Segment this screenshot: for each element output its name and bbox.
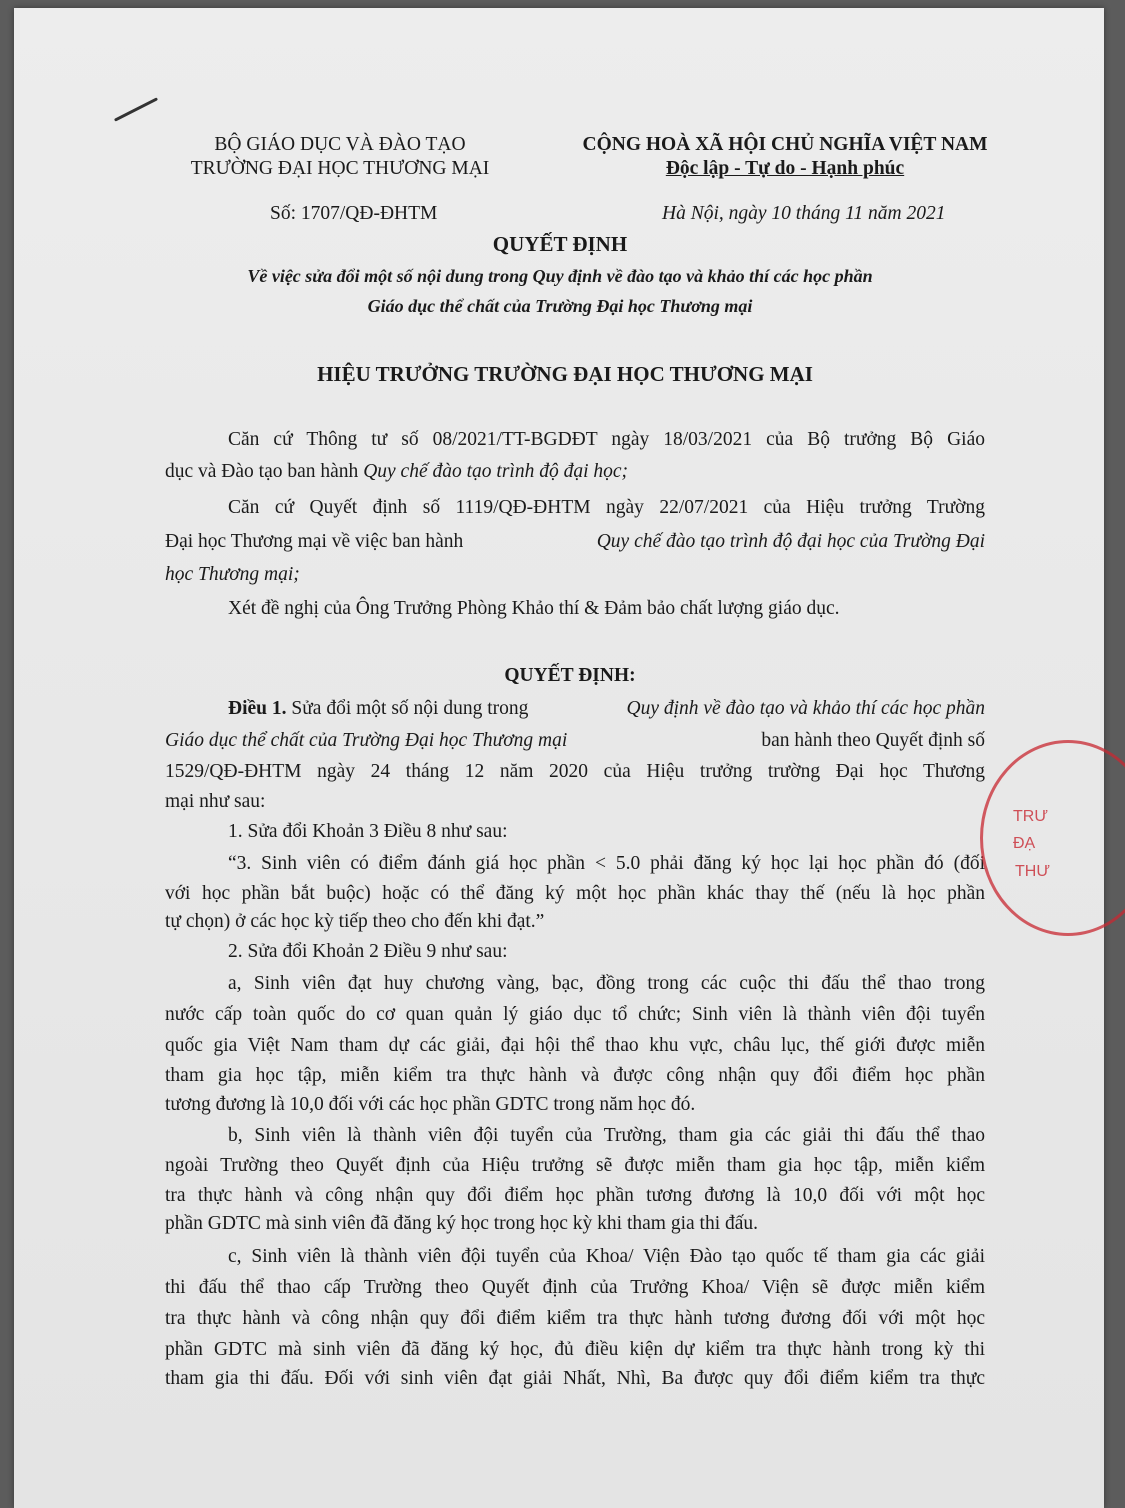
document-number: Số: 1707/QĐ-ĐHTM [270,203,438,224]
clause-b-line-3: tra thực hành và công nhận quy đổi điểm học phần tương đương là 10,0 đối với một học [165,1185,985,1206]
clause-b-line-1: b, Sinh viên là thành viên đội tuyển của Trường, tham gia các giải thi đấu thể thao [228,1125,985,1146]
article-1-line-1: Điều 1. Sửa đổi một số nội dung trong Quy định về đào tạo và khảo thí các học phần [228,698,985,719]
national-motto: Độc lập - Tự do - Hạnh phúc [665,158,905,179]
ministry-name: BỘ GIÁO DỤC VÀ ĐÀO TẠO [214,134,466,155]
clause-c-line-1: c, Sinh viên là thành viên đội tuyển của Khoa/ Viện Đào tạo quốc tế tham gia các giải [228,1246,985,1267]
preamble-2-line-1: Căn cứ Quyết định số 1119/QĐ-ĐHTM ngày 22/07/2021 của Hiệu trưởng Trường [228,497,985,518]
place-and-date: Hà Nội, ngày 10 tháng 11 năm 2021 [662,203,946,224]
preamble-1-line-1: Căn cứ Thông tư số 08/2021/TT-BGDĐT ngày 18/03/2021 của Bộ trưởng Bộ Giáo [228,429,985,450]
university-name: TRƯỜNG ĐẠI HỌC THƯƠNG MẠI [190,158,490,179]
clause-b-line-4: phần GDTC mà sinh viên đã đăng ký học trong học kỳ khi tham gia thi đấu. [165,1213,759,1234]
preamble-2-line-3: học Thương mại; [165,564,300,585]
document-title: QUYẾT ĐỊNH [492,232,628,256]
article-1-line-4: mại như sau: [165,791,266,812]
clause-c-line-3: tra thực hành và công nhận quy đổi điểm kiểm tra thực hành tương đương đối với một học [165,1308,985,1329]
preamble-1-line-2: dục và Đào tạo ban hành Quy chế đào tạo trình độ đại học; [165,461,629,482]
clause-a-line-1: a, Sinh viên đạt huy chương vàng, bạc, đồng trong các cuộc thi đấu thể thao trong [228,973,985,994]
clause-b-line-2: ngoài Trường theo Quyết định của Hiệu trưởng sẽ được miễn tham gia học tập, miễn kiểm [165,1155,985,1176]
clause-a-line-4: tham gia học tập, miễn kiểm tra thực hành và được công nhận quy đổi điểm học phần [165,1065,985,1086]
article-1-line-3: 1529/QĐ-ĐHTM ngày 24 tháng 12 năm 2020 của Hiệu trưởng trường Đại học Thương [165,761,985,782]
preamble-3: Xét đề nghị của Ông Trưởng Phòng Khảo thí & Đảm bảo chất lượng giáo dục. [228,598,840,619]
subject-line-2: Giáo dục thể chất của Trường Đại học Thương mại [367,296,753,316]
clause-a-line-2: nước cấp toàn quốc do cơ quan quản lý giáo dục tổ chức; Sinh viên là thành viên đội tuyển [165,1004,985,1025]
issuing-authority: HIỆU TRƯỞNG TRƯỜNG ĐẠI HỌC THƯƠNG MẠI [317,362,813,386]
clause-c-line-2: thi đấu thể thao cấp Trường theo Quyết định của Trưởng Khoa/ Viện sẽ được miễn kiểm [165,1277,985,1298]
clause-c-line-5: tham gia thi đấu. Đối với sinh viên đạt giải Nhất, Nhì, Ba được quy đổi điểm kiểm tra thực [165,1368,985,1389]
article-1-line-2: Giáo dục thể chất của Trường Đại học Thương mại ban hành theo Quyết định số [165,730,985,751]
subject-line-1: Về việc sửa đổi một số nội dung trong Quy định về đào tạo và khảo thí các học phần [247,266,873,286]
quote-line-2: với học phần bắt buộc) hoặc có thể đăng ký một học phần khác thay thế (nếu là học phần [165,883,985,904]
clause-a-line-3: quốc gia Việt Nam tham dự các giải, đại hội thể thao khu vực, châu lục, thế giới được miễn [165,1035,985,1056]
quote-line-1: “3. Sinh viên có điểm đánh giá học phần < 5.0 phải đăng ký học lại học phần đó (đối [228,853,985,874]
country-name: CỘNG HOÀ XÃ HỘI CHỦ NGHĨA VIỆT NAM [582,134,988,155]
official-red-stamp: TRƯ ĐẠ THƯ [980,740,1125,936]
decision-heading: QUYẾT ĐỊNH: [504,665,636,686]
clause-c-line-4: phần GDTC mà sinh viên đã đăng ký học, đủ điều kiện dự kiểm tra thực hành trong kỳ thi [165,1339,985,1360]
clause-a-line-5: tương đương là 10,0 đối với các học phần GDTC trong năm học đó. [165,1094,696,1115]
quote-line-3: tự chọn) ở các học kỳ tiếp theo cho đến khi đạt.” [165,911,545,932]
article-1-item-2: 2. Sửa đổi Khoản 2 Điều 9 như sau: [228,941,508,962]
preamble-2-line-2: Đại học Thương mại về việc ban hành Quy chế đào tạo trình độ đại học của Trường Đại [165,531,985,552]
article-1-item-1: 1. Sửa đổi Khoản 3 Điều 8 như sau: [228,821,508,842]
